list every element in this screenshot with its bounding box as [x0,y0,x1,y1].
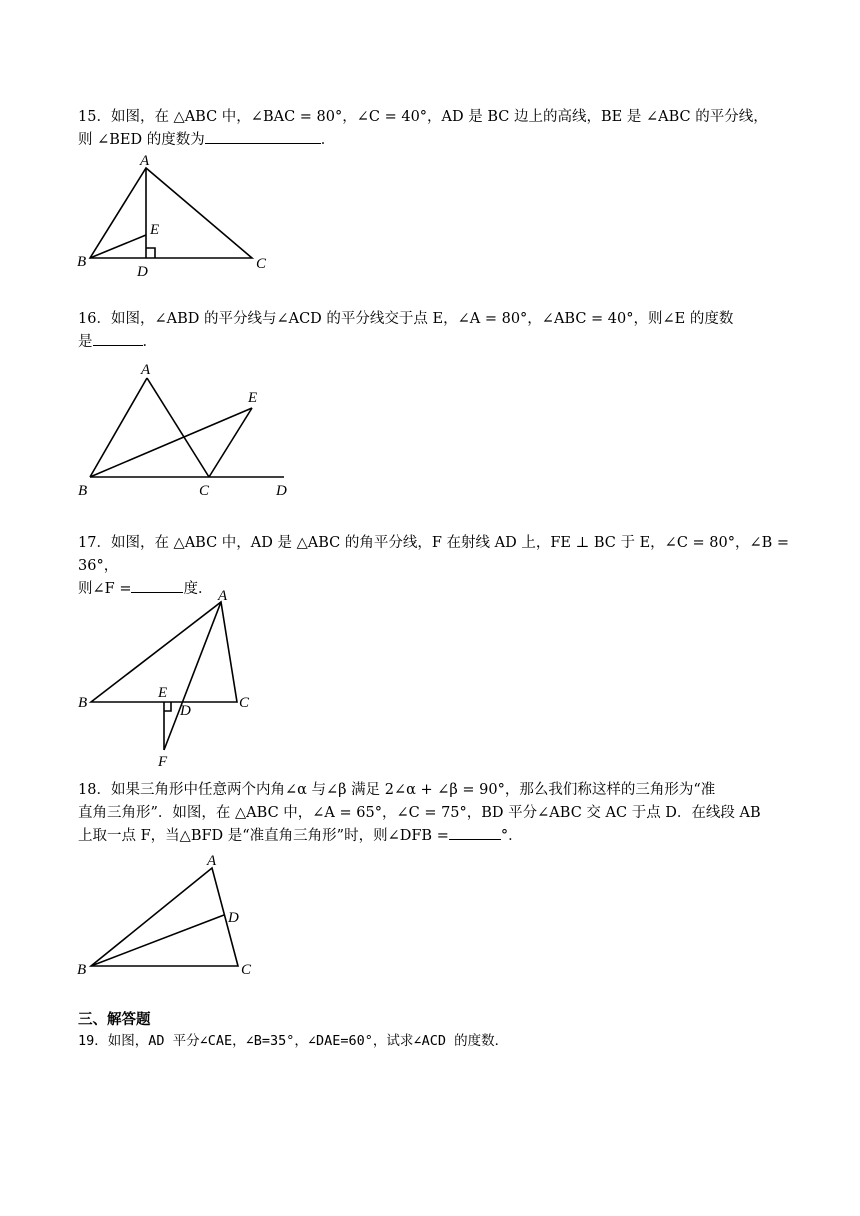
q15-figure [74,150,284,280]
bisector-ce [209,408,252,477]
label-b: B [77,254,87,270]
label-f: F [158,754,168,770]
question-19: 19．如图，AD 平分∠CAE，∠B=35°，∠DAE=60°，试求∠ACD 的度数． [78,1033,509,1049]
right-angle-mark [146,248,155,258]
side-ab [90,378,147,477]
triangle-abc [90,168,252,258]
answer-blank[interactable] [449,825,501,840]
q18-line1: 18．如果三角形中任意两个内角∠α 与∠β 满足 2∠α + ∠β = 90°，那么我们称这样的三角形为“准 [78,782,716,798]
label-a: A [140,153,150,169]
q16-figure [74,358,304,500]
label-a: A [207,853,217,869]
answer-blank[interactable] [205,129,321,144]
bisector-be [90,235,146,258]
q16-line2: 是 ． [78,331,790,354]
label-b: B [77,962,87,978]
q17-line1: 17．如图，在 △ABC 中，AD 是 △ABC 的角平分线，F 在射线 AD 上，FE ⊥ BC 于 E，∠C = 80°，∠B = 36°， [78,535,790,574]
bisector-bd [91,915,224,966]
q18-line2: 直角三角形”．如图，在 △ABC 中，∠A = 65°，∠C = 75°，BD 平分∠ABC 交 AC 于点 D．在线段 AB [78,805,761,821]
label-c: C [241,962,252,978]
label-d: D [276,483,287,499]
q16-line1: 16．如图，∠ABD 的平分线与∠ACD 的平分线交于点 E，∠A = 80°，∠ABC = 40°，则∠E 的度数 [78,311,734,327]
q15-line1: 15．如图，在 △ABC 中，∠BAC = 80°，∠C = 40°，AD 是 BC 边上的高线，BE 是 ∠ABC 的平分线， [78,109,768,125]
label-e: E [248,390,258,406]
q15-line2: 则 ∠BED 的度数为 ． [78,129,790,152]
label-b: B [78,483,88,499]
label-b: B [78,695,88,711]
question-16 [78,308,790,354]
question-15 [78,106,790,152]
section-heading: 三、解答题 [78,1012,151,1028]
label-a: A [141,362,151,378]
label-c: C [239,695,250,711]
label-e: E [158,685,168,701]
right-angle-mark [164,702,171,711]
segment-ac [147,378,209,477]
q17-line2: 则∠F = 度． [78,578,790,601]
question-18 [78,779,790,848]
label-d: D [180,703,191,719]
q17-figure [74,584,274,770]
bisector-be [90,408,252,477]
label-d: D [137,264,148,280]
label-c: C [256,256,267,272]
answer-blank[interactable] [93,331,143,346]
label-e: E [150,222,160,238]
q18-line3: 上取一点 F，当△BFD 是“准直角三角形”时，则∠DFB = °． [78,825,790,848]
q18-figure [74,850,274,982]
label-c: C [199,483,210,499]
triangle-abc [91,868,238,966]
label-d: D [228,910,239,926]
label-a: A [218,588,228,604]
